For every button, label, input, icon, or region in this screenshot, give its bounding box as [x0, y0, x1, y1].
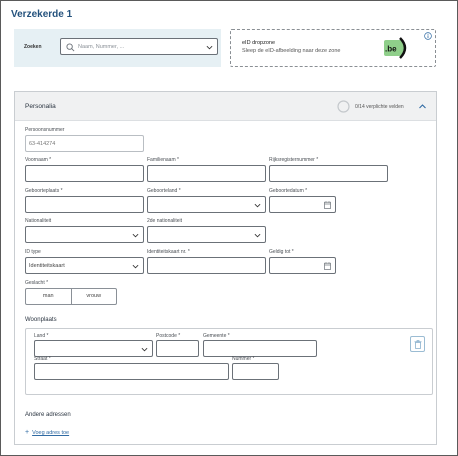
geboorteplaats-label: Geboorteplaats *	[25, 188, 63, 194]
search-icon	[66, 43, 75, 52]
identiteitskaart-nr-field[interactable]	[147, 257, 266, 274]
geslacht-option-man[interactable]: man	[26, 289, 72, 304]
persoonsnummer-field	[25, 135, 144, 152]
woonplaats-box	[25, 328, 433, 395]
chevron-down-icon	[132, 263, 139, 270]
personalia-header[interactable]	[15, 92, 436, 121]
geboortedatum-field[interactable]	[269, 196, 336, 213]
chevron-down-icon	[254, 232, 261, 239]
chevron-down-icon[interactable]	[206, 44, 213, 51]
persoonsnummer-value: 63-414274	[29, 141, 56, 147]
rijksregisternummer-label: Rijksregisternummer *	[269, 157, 319, 163]
straat-label: Straat *	[34, 356, 51, 362]
tweede-nationaliteit-select[interactable]	[147, 226, 266, 243]
andere-adressen-title: Andere adressen	[25, 412, 71, 418]
id-type-select[interactable]	[25, 257, 144, 274]
geboorteland-select[interactable]	[147, 196, 266, 213]
info-icon[interactable]	[424, 32, 432, 40]
geslacht-toggle	[25, 288, 117, 305]
identiteitskaart-nr-label: Identiteitskaart nr. *	[147, 249, 190, 255]
gemeente-label: Gemeente *	[203, 333, 230, 339]
search-input[interactable]: Naam, Nummer, ...	[78, 44, 125, 50]
dropzone-subtitle: Sleep de eID-afbeelding naar deze zone	[242, 48, 341, 54]
voornaam-field[interactable]	[25, 165, 144, 182]
search-select[interactable]	[60, 38, 218, 55]
add-address-label: Voeg adres toe	[32, 430, 70, 436]
add-address-link[interactable]	[25, 429, 69, 436]
rijksregisternummer-field[interactable]	[269, 165, 388, 182]
geldig-tot-field[interactable]	[269, 257, 336, 274]
geldig-tot-label: Geldig tot *	[269, 249, 294, 255]
postcode-label: Postcode *	[156, 333, 181, 339]
progress-ring-icon	[337, 100, 350, 113]
chevron-down-icon	[254, 202, 261, 209]
be-logo-text: .be	[385, 44, 397, 54]
trash-icon	[414, 340, 422, 349]
calendar-icon[interactable]	[324, 262, 331, 270]
gemeente-field[interactable]	[203, 340, 317, 357]
nationaliteit-select[interactable]	[25, 226, 144, 243]
search-panel	[14, 29, 221, 67]
geslacht-option-vrouw[interactable]: vrouw	[86, 293, 102, 299]
woonplaats-title: Woonplaats	[25, 317, 57, 323]
personalia-card	[14, 91, 437, 445]
id-type-label: ID type	[25, 249, 41, 255]
tweede-nationaliteit-label: 2de nationaliteit	[147, 218, 183, 224]
familienaam-label: Familienaam *	[147, 157, 179, 163]
chevron-down-icon	[132, 232, 139, 239]
geslacht-label: Geslacht *	[25, 280, 49, 286]
dropzone-title: eID dropzone	[242, 40, 276, 46]
personalia-title: Personalia	[25, 103, 56, 110]
chevron-up-icon[interactable]	[418, 102, 427, 111]
land-label: Land *	[34, 333, 49, 339]
geboorteplaats-field[interactable]	[25, 196, 144, 213]
voornaam-label: Voornaam *	[25, 157, 52, 163]
eid-dropzone[interactable]	[230, 29, 436, 67]
be-eid-logo	[382, 37, 410, 59]
page-title: Verzekerde 1	[11, 9, 73, 20]
id-type-value: Identiteitskaart	[29, 263, 65, 269]
postcode-field[interactable]	[156, 340, 199, 357]
familienaam-field[interactable]	[147, 165, 266, 182]
nummer-field[interactable]	[232, 363, 279, 380]
plus-icon: +	[25, 429, 30, 436]
search-label: Zoeken	[24, 44, 42, 50]
nummer-label: Nummer *	[232, 356, 255, 362]
chevron-down-icon	[141, 346, 148, 353]
straat-field[interactable]	[34, 363, 229, 380]
delete-address-button[interactable]	[410, 336, 425, 352]
geboorteland-label: Geboorteland *	[147, 188, 181, 194]
persoonsnummer-label: Persoonsnummer	[25, 127, 65, 133]
calendar-icon[interactable]	[324, 201, 331, 209]
land-select[interactable]	[34, 340, 153, 357]
geboortedatum-label: Geboortedatum *	[269, 188, 308, 194]
nationaliteit-label: Nationaliteit	[25, 218, 52, 224]
required-fields-progress: 0/14 verplichte velden	[355, 104, 404, 110]
